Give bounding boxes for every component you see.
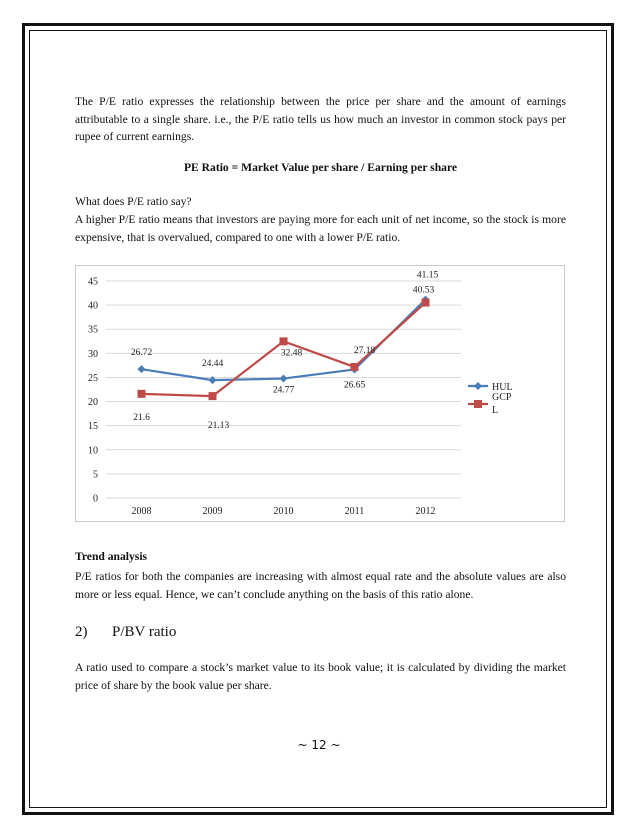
data-label: 24.77 [272,385,295,396]
data-point-hul [138,365,146,373]
data-point-gcpl [138,390,146,398]
section-number: 2) [75,624,88,640]
legend-label-gcpl: GCP [492,392,512,403]
data-label: 40.53 [412,285,435,296]
x-tick-label: 2012 [415,506,436,517]
trend-paragraph: P/E ratios for both the companies are increasing with almost equal rate and the absolute values are also more or less equal. Hence, we can’t conclude anything on the basis of this ratio alone. [75,570,566,601]
y-tick-label: 10 [88,445,98,457]
x-tick-label: 2010 [273,506,294,517]
pbv-paragraph: A ratio used to compare a stock’s market value to its book value; it is calculated by dividing the market price of share by the book value per share. [75,661,566,692]
y-tick-label: 15 [88,421,98,433]
data-point-gcpl [422,299,430,307]
data-point-gcpl [351,363,359,371]
question-line: What does P/E ratio say? [75,195,192,208]
legend-label-hul: HUL [492,382,513,393]
y-tick-label: 35 [88,324,98,336]
trend-heading: Trend analysis [75,550,148,563]
pe-ratio-chart [75,265,565,522]
x-tick-label: 2011 [344,506,365,517]
section-title: P/BV ratio [112,624,177,640]
data-label: 26.72 [130,348,153,359]
pe-formula: PE Ratio = Market Value per share / Earning per share [183,161,458,174]
x-tick-label: 2008 [131,506,152,517]
data-label: 32.48 [280,348,303,359]
y-tick-label: 5 [93,469,98,481]
legend-marker-hul [474,382,482,390]
data-point-gcpl [209,392,217,400]
answer-paragraph: A higher P/E ratio means that investors are paying more for each unit of net income, so the stock is more expensive, that is overvalued, compared to one with a lower P/E ratio. [75,213,566,244]
data-label: 21.13 [207,421,230,432]
y-tick-label: 0 [93,493,98,505]
y-tick-label: 40 [88,300,98,312]
data-point-gcpl [280,337,288,345]
legend-label-gcpl: L [492,405,499,416]
data-label: 26.65 [343,380,366,391]
legend-marker-gcpl [474,400,482,408]
data-point-hul [280,375,288,383]
chart-canvas [76,266,564,521]
data-label: 21.6 [133,412,150,423]
y-tick-label: 20 [88,397,98,409]
data-label: 27.18 [353,345,376,356]
intro-paragraph: The P/E ratio expresses the relationship between the price per share and the amount of earnings attributable to a single share. i.e., the P/E ratio tells us how much an investor in common stock pays per rupee of current earnings. [75,95,566,143]
y-tick-label: 30 [88,348,98,360]
x-tick-label: 2009 [202,506,223,517]
page-number: ~ 12 ~ [297,738,341,752]
data-label: 24.44 [201,359,224,370]
y-tick-label: 45 [88,276,98,288]
y-tick-label: 25 [88,372,98,384]
data-label: 41.15 [416,270,439,281]
